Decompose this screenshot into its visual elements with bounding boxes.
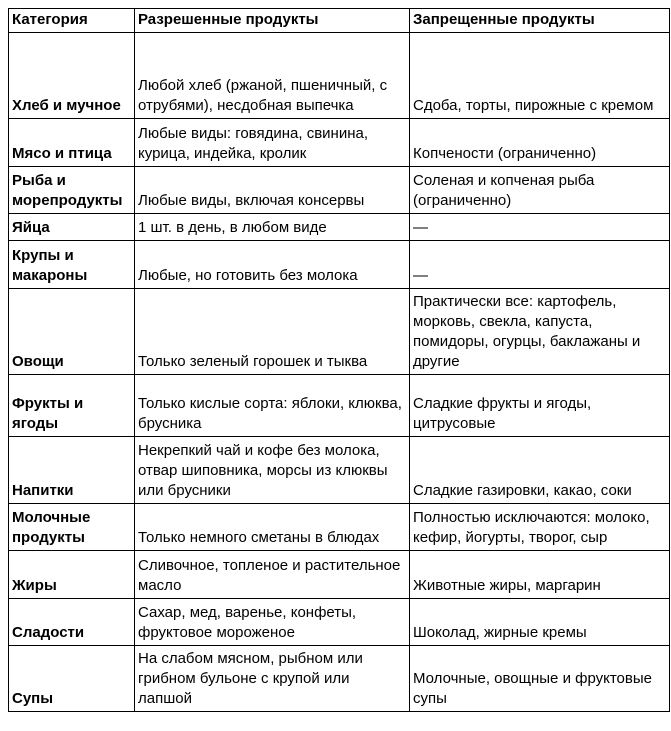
allowed-cell: 1 шт. в день, в любом виде xyxy=(135,214,410,241)
header-category: Категория xyxy=(9,9,135,33)
allowed-cell: Только кислые сорта: яблоки, клюква, брусника xyxy=(135,375,410,437)
table-row xyxy=(9,551,670,599)
table-row xyxy=(9,504,670,551)
forbidden-cell: Сдоба, торты, пирожные с кремом xyxy=(410,33,670,119)
allowed-cell: На слабом мясном, рыбном или грибном бульоне с крупой или лапшой xyxy=(135,646,410,712)
category-cell: Жиры xyxy=(9,551,135,599)
allowed-cell: Только немного сметаны в блюдах xyxy=(135,504,410,551)
allowed-cell: Сливочное, топленое и растительное масло xyxy=(135,551,410,599)
category-cell: Сладости xyxy=(9,599,135,646)
category-cell: Рыба и морепродукты xyxy=(9,167,135,214)
forbidden-cell: Сладкие фрукты и ягоды, цитрусовые xyxy=(410,375,670,437)
category-cell: Фрукты и ягоды xyxy=(9,375,135,437)
table-row xyxy=(9,599,670,646)
table-row xyxy=(9,33,670,119)
header-allowed: Разрешенные продукты xyxy=(135,9,410,33)
category-cell: Напитки xyxy=(9,437,135,504)
category-cell: Супы xyxy=(9,646,135,712)
table-row xyxy=(9,646,670,712)
forbidden-cell: Соленая и копченая рыба (ограниченно) xyxy=(410,167,670,214)
allowed-cell: Любые виды, включая консервы xyxy=(135,167,410,214)
category-cell: Мясо и птица xyxy=(9,119,135,167)
forbidden-cell: Молочные, овощные и фруктовые супы xyxy=(410,646,670,712)
forbidden-cell: — xyxy=(410,241,670,289)
header-forbidden: Запрещенные продукты xyxy=(410,9,670,33)
forbidden-cell: Копчености (ограниченно) xyxy=(410,119,670,167)
table-header-row xyxy=(9,9,670,33)
allowed-cell: Любые виды: говядина, свинина, курица, индейка, кролик xyxy=(135,119,410,167)
forbidden-cell: Животные жиры, маргарин xyxy=(410,551,670,599)
forbidden-cell: Сладкие газировки, какао, соки xyxy=(410,437,670,504)
category-cell: Крупы и макароны xyxy=(9,241,135,289)
allowed-cell: Любой хлеб (ржаной, пшеничный, с отрубями), несдобная выпечка xyxy=(135,33,410,119)
table-row xyxy=(9,241,670,289)
category-cell: Яйца xyxy=(9,214,135,241)
category-cell: Овощи xyxy=(9,289,135,375)
allowed-cell: Некрепкий чай и кофе без молока, отвар шиповника, морсы из клюквы или брусники xyxy=(135,437,410,504)
allowed-cell: Только зеленый горошек и тыква xyxy=(135,289,410,375)
forbidden-cell: Практически все: картофель, морковь, свекла, капуста, помидоры, огурцы, баклажаны и другие xyxy=(410,289,670,375)
category-cell: Молочные продукты xyxy=(9,504,135,551)
forbidden-cell: Шоколад, жирные кремы xyxy=(410,599,670,646)
allowed-cell: Любые, но готовить без молока xyxy=(135,241,410,289)
table-row xyxy=(9,289,670,375)
table-row xyxy=(9,214,670,241)
diet-products-table xyxy=(8,8,670,712)
forbidden-cell: — xyxy=(410,214,670,241)
table-row xyxy=(9,375,670,437)
table-row xyxy=(9,119,670,167)
table-row xyxy=(9,167,670,214)
category-cell: Хлеб и мучное xyxy=(9,33,135,119)
forbidden-cell: Полностью исключаются: молоко, кефир, йогурты, творог, сыр xyxy=(410,504,670,551)
allowed-cell: Сахар, мед, варенье, конфеты, фруктовое мороженое xyxy=(135,599,410,646)
table-row xyxy=(9,437,670,504)
